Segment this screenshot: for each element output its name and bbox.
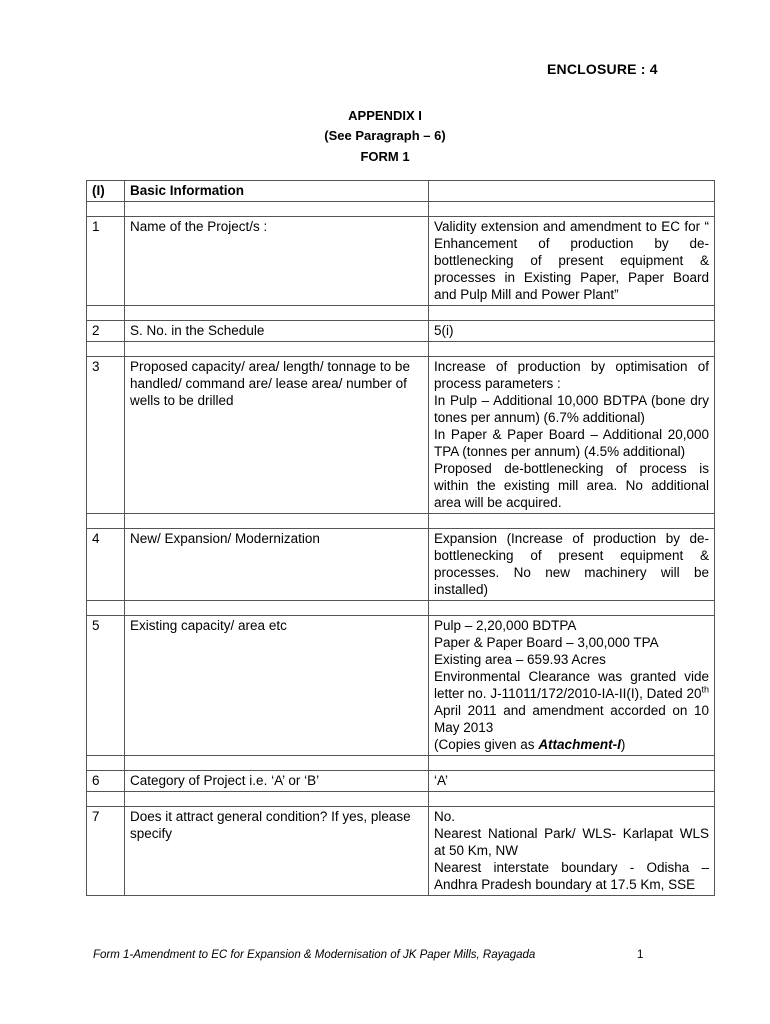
clearance-text: Environmental Clearance was granted vide letter no. J-11011/172/2010-IA-II(I), Dated 20	[434, 669, 709, 701]
value-line: In Paper & Paper Board – Additional 20,000 TPA (tonnes per annum) (4.5% additional)	[434, 427, 709, 459]
row-label: Proposed capacity/ area/ length/ tonnage to be handled/ command are/ lease area/ number of wells to be drilled	[125, 357, 429, 514]
value-line: Proposed de-bottlenecking of process is within the existing mill area. No additional area will be acquired.	[434, 461, 709, 510]
page-number: 1	[637, 949, 644, 961]
copies-text: (Copies given as	[434, 737, 539, 752]
row-value	[429, 357, 715, 514]
form-title: FORM 1	[360, 149, 410, 164]
spacer-row	[87, 792, 715, 807]
row-value: ‘A’	[429, 771, 715, 792]
footer-text: Form 1-Amendment to EC for Expansion & Modernisation of JK Paper Mills, Rayagada	[93, 949, 536, 961]
row-number: 2	[87, 321, 125, 342]
table-row	[87, 616, 715, 756]
basic-information-table	[86, 180, 715, 896]
enclosure-label: ENCLOSURE : 4	[547, 61, 658, 77]
spacer-row	[87, 306, 715, 321]
row-label: Category of Project i.e. ‘A’ or ‘B’	[125, 771, 429, 792]
value-line: Nearest interstate boundary - Odisha – Andhra Pradesh boundary at 17.5 Km, SSE	[434, 860, 709, 892]
value-line: Paper & Paper Board – 3,00,000 TPA	[434, 635, 659, 650]
table-row	[87, 807, 715, 896]
row-label: S. No. in the Schedule	[125, 321, 429, 342]
table-header-row	[87, 181, 715, 202]
spacer-row	[87, 342, 715, 357]
row-number: 7	[87, 807, 125, 896]
paragraph-reference: (See Paragraph – 6)	[324, 128, 446, 143]
row-value	[429, 807, 715, 896]
row-value: Expansion (Increase of production by de-bottlenecking of present equipment & processes. No new machinery will be installed)	[429, 529, 715, 601]
value-line: In Pulp – Additional 10,000 BDTPA (bone dry tones per annum) (6.7% additional)	[434, 393, 709, 425]
row-value: 5(i)	[429, 321, 715, 342]
row-number: 3	[87, 357, 125, 514]
value-line	[434, 668, 709, 736]
table-row	[87, 321, 715, 342]
row-label: Existing capacity/ area etc	[125, 616, 429, 756]
row-number: 1	[87, 217, 125, 306]
empty-cell	[429, 181, 715, 202]
spacer-row	[87, 202, 715, 217]
table-row	[87, 217, 715, 306]
row-number: 6	[87, 771, 125, 792]
spacer-row	[87, 756, 715, 771]
section-number: (I)	[87, 181, 125, 202]
ordinal-suffix: th	[701, 684, 709, 695]
row-number: 5	[87, 616, 125, 756]
table-row	[87, 771, 715, 792]
value-line	[434, 736, 709, 753]
value-line: Nearest National Park/ WLS- Karlapat WLS at 50 Km, NW	[434, 826, 709, 858]
spacer-row	[87, 601, 715, 616]
row-value	[429, 616, 715, 756]
value-line: Pulp – 2,20,000 BDTPA	[434, 618, 577, 633]
row-label: Name of the Project/s :	[125, 217, 429, 306]
table-row	[87, 357, 715, 514]
spacer-row	[87, 514, 715, 529]
row-label: New/ Expansion/ Modernization	[125, 529, 429, 601]
row-label: Does it attract general condition? If yes, please specify	[125, 807, 429, 896]
row-number: 4	[87, 529, 125, 601]
table-row	[87, 529, 715, 601]
row-value: Validity extension and amendment to EC for “ Enhancement of production by de-bottlenecking of present equipment & processes in Existing Paper, Paper Board and Pulp Mill and Power Plant”	[429, 217, 715, 306]
copies-close: )	[620, 737, 626, 752]
clearance-text-cont: April 2011 and amendment accorded on 10 May 2013	[434, 703, 709, 735]
section-title: Basic Information	[125, 181, 429, 202]
appendix-title: APPENDIX I	[348, 108, 422, 123]
value-line: Existing area – 659.93 Acres	[434, 652, 606, 667]
value-line: Increase of production by optimisation of process parameters :	[434, 359, 709, 391]
value-line: No.	[434, 809, 456, 824]
attachment-reference: Attachment-I	[538, 737, 621, 752]
